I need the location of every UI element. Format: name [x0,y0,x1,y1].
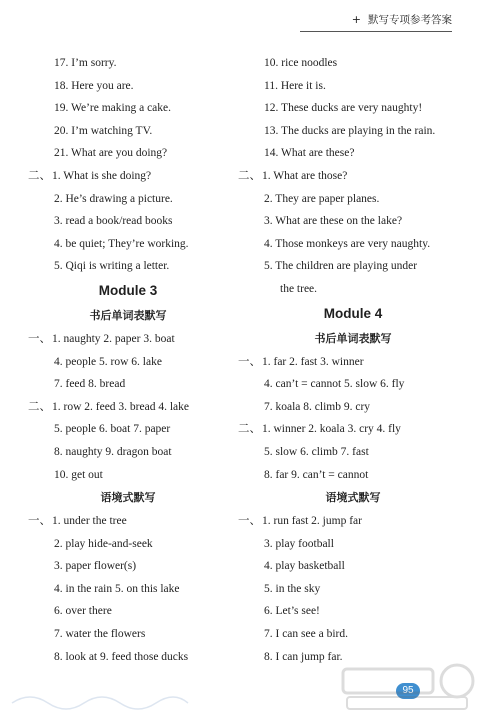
answer-line: 5. in the sky [264,582,321,595]
answer-line: 7. koala 8. climb 9. cry [264,400,371,413]
answer-line: 14. What are these? [264,147,355,160]
answer-line: 5. The children are playing under [264,260,418,273]
section-mark: 一、 [28,332,51,345]
section-heading: 书后单词表默写 [314,331,392,345]
header-divider [300,31,452,32]
answer-line: 3. read a book/read books [54,215,173,228]
answer-line: 5. slow 6. climb 7. fast [264,445,369,458]
answer-line: 4. be quiet; They’re working. [54,237,189,250]
answer-line: 1. far 2. fast 3. winner [262,355,364,368]
answer-line: 1. winner 2. koala 3. cry 4. fly [262,423,401,436]
answer-line: 4. in the rain 5. on this lake [54,582,180,595]
answer-line: 4. Those monkeys are very naughty. [264,237,431,250]
answer-line: 4. play basketball [264,560,345,573]
answer-line: 1. row 2. feed 3. bread 4. lake [52,400,189,413]
page-header [352,12,452,27]
module-title: Module 4 [323,305,383,321]
answer-line: 3. play football [264,537,334,550]
answer-line: 3. paper flower(s) [54,560,137,573]
answer-line: 5. Qiqi is writing a letter. [54,260,170,273]
section-mark: 二、 [238,423,261,436]
answer-line: 6. over there [54,605,112,618]
answer-line: 7. water the flowers [54,628,146,641]
header-title: 默写专项参考答案 [368,14,452,26]
answer-line: 4. people 5. row 6. lake [54,355,162,368]
page-number: 95 [396,683,420,699]
section-mark: 一、 [28,515,51,528]
section-mark: 一、 [238,515,261,528]
answer-line: the tree. [280,282,318,295]
answer-line: 1. What is she doing? [52,169,152,182]
answer-line: 20. I’m watching TV. [54,124,153,137]
answer-line: 10. get out [54,468,103,481]
section-heading: 语境式默写 [325,491,381,505]
answer-line: 3. What are these on the lake? [264,215,403,228]
decorative-wave-icon [10,689,190,711]
section-mark: 二、 [28,400,51,413]
answer-line: 1. run fast 2. jump far [262,515,362,528]
section-mark: 一、 [238,355,261,368]
answer-line: 8. look at 9. feed those ducks [54,650,189,663]
answer-line: 11. Here it is. [264,79,326,92]
answer-line: 5. people 6. boat 7. paper [54,423,171,436]
section-mark: 二、 [28,169,51,182]
answer-line: 17. I’m sorry. [54,57,117,69]
answer-line: 1. What are those? [262,169,348,182]
answer-line: 13. The ducks are playing in the rain. [264,124,436,137]
header-mark: + [351,13,362,26]
answer-line: 2. They are paper planes. [264,192,380,205]
left-column [28,52,228,668]
answer-line: 8. naughty 9. dragon boat [54,445,172,458]
answer-line: 2. He’s drawing a picture. [54,192,173,205]
right-column [238,52,468,668]
module-title: Module 3 [98,282,158,298]
answer-line: 21. What are you doing? [54,147,168,160]
answer-line: 10. rice noodles [264,57,338,69]
answer-line: 8. far 9. can’t = cannot [264,468,369,481]
answer-line: 2. play hide-and-seek [54,537,153,550]
answer-line: 6. Let’s see! [264,605,320,618]
answer-line: 4. can’t = cannot 5. slow 6. fly [264,378,405,391]
answer-line: 1. naughty 2. paper 3. boat [52,332,175,345]
answer-line: 12. These ducks are very naughty! [264,102,423,115]
section-heading: 书后单词表默写 [89,308,167,322]
answer-line: 8. I can jump far. [264,650,343,663]
section-heading: 语境式默写 [100,491,156,505]
answer-line: 19. We’re making a cake. [54,102,172,115]
answer-line: 1. under the tree [52,515,127,528]
answer-line: 18. Here you are. [54,79,134,92]
section-mark: 二、 [238,169,261,182]
answer-line: 7. I can see a bird. [264,628,348,641]
answer-line: 7. feed 8. bread [54,378,126,391]
